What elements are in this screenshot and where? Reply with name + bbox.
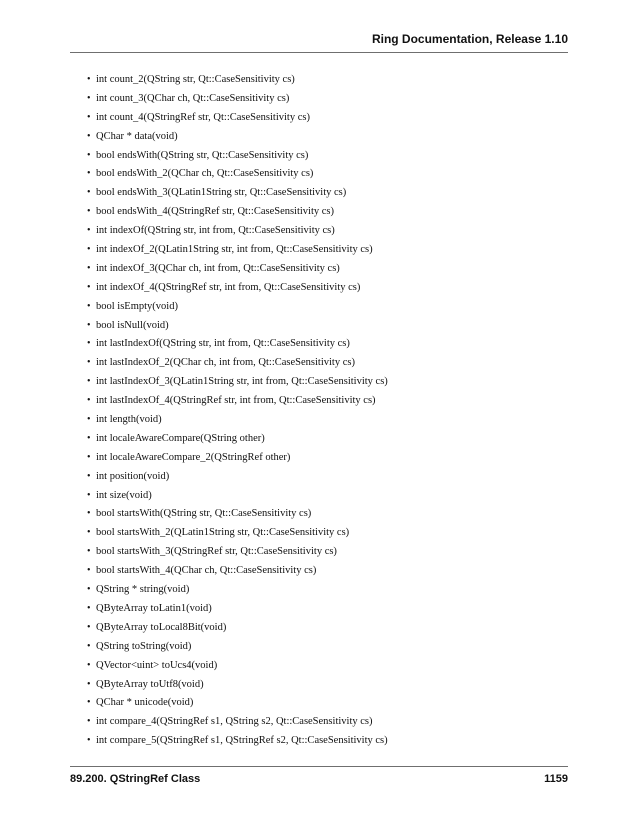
method-signature: int lastIndexOf_3(QLatin1String str, int from, Qt::CaseSensitivity cs) [96, 376, 388, 388]
bullet-icon: • [87, 206, 91, 218]
method-signature: QByteArray toLatin1(void) [96, 602, 212, 614]
list-item [70, 505, 568, 524]
bullet-icon: • [87, 451, 91, 463]
list-item [70, 373, 568, 392]
bullet-icon: • [87, 432, 91, 444]
method-signature: int localeAwareCompare_2(QStringRef other) [96, 451, 291, 463]
bullet-icon: • [87, 678, 91, 690]
bullet-icon: • [87, 244, 91, 256]
list-item [70, 449, 568, 468]
list-item [70, 487, 568, 506]
bullet-icon: • [87, 489, 91, 501]
list-item [70, 184, 568, 203]
bullet-icon: • [87, 262, 91, 274]
method-signature: int compare_4(QStringRef s1, QString s2, Qt::CaseSensitivity cs) [96, 716, 373, 728]
list-item [70, 147, 568, 166]
bullet-icon: • [87, 357, 91, 369]
method-signature: int count_4(QStringRef str, Qt::CaseSensitivity cs) [96, 111, 310, 123]
list-item [70, 392, 568, 411]
list-item [70, 335, 568, 354]
method-signature: QChar * unicode(void) [96, 697, 194, 709]
bullet-icon: • [87, 225, 91, 237]
bullet-icon: • [87, 92, 91, 104]
bullet-icon: • [87, 149, 91, 161]
bullet-icon: • [87, 470, 91, 482]
method-signature: bool endsWith_2(QChar ch, Qt::CaseSensitivity cs) [96, 168, 314, 180]
method-signature: bool startsWith_3(QStringRef str, Qt::CaseSensitivity cs) [96, 546, 337, 558]
list-item [70, 222, 568, 241]
method-signature: bool isEmpty(void) [96, 300, 178, 312]
bullet-icon: • [87, 281, 91, 293]
footer-divider [70, 766, 568, 767]
list-item [70, 468, 568, 487]
list-item [70, 524, 568, 543]
list-item [70, 581, 568, 600]
bullet-icon: • [87, 697, 91, 709]
bullet-icon: • [87, 546, 91, 558]
method-signature: bool isNull(void) [96, 319, 169, 331]
bullet-icon: • [87, 111, 91, 123]
list-item [70, 600, 568, 619]
method-signature: int indexOf(QString str, int from, Qt::CaseSensitivity cs) [96, 225, 335, 237]
method-signature: int lastIndexOf_2(QChar ch, int from, Qt::CaseSensitivity cs) [96, 357, 355, 369]
footer-section-title: 89.200. QStringRef Class [70, 773, 201, 785]
list-item [70, 279, 568, 298]
method-signature: bool endsWith_4(QStringRef str, Qt::CaseSensitivity cs) [96, 206, 335, 218]
list-item [70, 109, 568, 128]
bullet-icon: • [87, 168, 91, 180]
bullet-icon: • [87, 584, 91, 596]
method-signature: bool startsWith_4(QChar ch, Qt::CaseSensitivity cs) [96, 565, 317, 577]
list-item [70, 260, 568, 279]
bullet-icon: • [87, 508, 91, 520]
method-signature: int localeAwareCompare(QString other) [96, 432, 265, 444]
list-item [70, 411, 568, 430]
bullet-icon: • [87, 187, 91, 199]
method-list-container [70, 71, 568, 751]
bullet-icon: • [87, 602, 91, 614]
method-signature: QString toString(void) [96, 640, 192, 652]
bullet-icon: • [87, 735, 91, 747]
method-signature: QByteArray toUtf8(void) [96, 678, 204, 690]
bullet-icon: • [87, 74, 91, 85]
list-item [70, 430, 568, 449]
list-item [70, 562, 568, 581]
bullet-icon: • [87, 565, 91, 577]
method-list [70, 71, 568, 751]
list-item [70, 354, 568, 373]
bullet-icon: • [87, 640, 91, 652]
method-signature: int count_2(QString str, Qt::CaseSensitivity cs) [96, 74, 295, 85]
bullet-icon: • [87, 716, 91, 728]
method-signature: int lastIndexOf(QString str, int from, Qt::CaseSensitivity cs) [96, 338, 350, 350]
list-item [70, 657, 568, 676]
list-item [70, 543, 568, 562]
bullet-icon: • [87, 130, 91, 142]
bullet-icon: • [87, 414, 91, 426]
method-signature: bool endsWith(QString str, Qt::CaseSensitivity cs) [96, 149, 309, 161]
method-signature: int lastIndexOf_4(QStringRef str, int from, Qt::CaseSensitivity cs) [96, 395, 376, 407]
list-item [70, 71, 568, 90]
header-divider [70, 52, 568, 53]
list-item [70, 128, 568, 147]
list-item [70, 713, 568, 732]
method-signature: bool startsWith_2(QLatin1String str, Qt::CaseSensitivity cs) [96, 527, 350, 539]
footer-page-number: 1159 [544, 773, 568, 785]
bullet-icon: • [87, 300, 91, 312]
bullet-icon: • [87, 376, 91, 388]
list-item [70, 694, 568, 713]
bullet-icon: • [87, 319, 91, 331]
bullet-icon: • [87, 621, 91, 633]
list-item [70, 298, 568, 317]
method-signature: int indexOf_4(QStringRef str, int from, Qt::CaseSensitivity cs) [96, 281, 361, 293]
method-signature: int position(void) [96, 470, 170, 482]
page-header-title: Ring Documentation, Release 1.10 [371, 32, 568, 46]
method-signature: QVector<uint> toUcs4(void) [96, 659, 218, 671]
list-item [70, 90, 568, 109]
list-item [70, 638, 568, 657]
list-item [70, 203, 568, 222]
method-signature: int count_3(QChar ch, Qt::CaseSensitivity cs) [96, 92, 290, 104]
method-signature: QChar * data(void) [96, 130, 178, 142]
method-signature: int size(void) [96, 489, 152, 501]
bullet-icon: • [87, 527, 91, 539]
method-signature: QByteArray toLocal8Bit(void) [96, 621, 227, 633]
list-item [70, 676, 568, 695]
method-signature: bool endsWith_3(QLatin1String str, Qt::CaseSensitivity cs) [96, 187, 347, 199]
list-item [70, 619, 568, 638]
method-signature: int indexOf_3(QChar ch, int from, Qt::CaseSensitivity cs) [96, 262, 340, 274]
bullet-icon: • [87, 338, 91, 350]
list-item [70, 317, 568, 336]
bullet-icon: • [87, 395, 91, 407]
list-item [70, 241, 568, 260]
bullet-icon: • [87, 659, 91, 671]
method-signature: int indexOf_2(QLatin1String str, int from, Qt::CaseSensitivity cs) [96, 244, 373, 256]
method-signature: bool startsWith(QString str, Qt::CaseSensitivity cs) [96, 508, 312, 520]
list-item [70, 732, 568, 751]
method-signature: int compare_5(QStringRef s1, QStringRef s2, Qt::CaseSensitivity cs) [96, 735, 388, 747]
method-signature: int length(void) [96, 414, 162, 426]
method-signature: QString * string(void) [96, 584, 190, 596]
list-item [70, 165, 568, 184]
